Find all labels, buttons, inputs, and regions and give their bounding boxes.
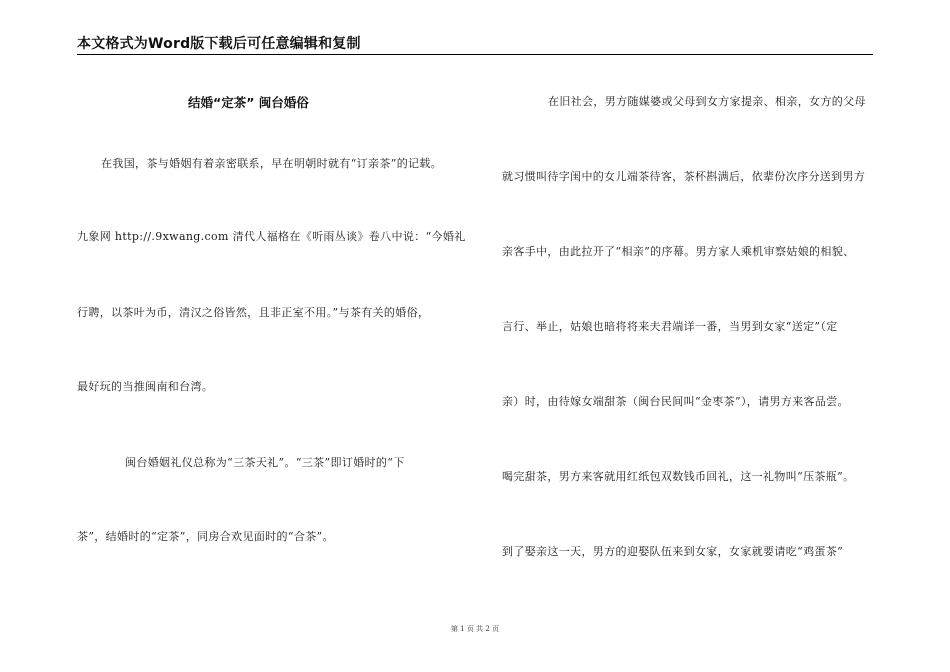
paragraph-line: 亲客手中，由此拉开了“相亲”的序幕。男方家人乘机审察姑娘的相貌、 [502, 245, 855, 258]
paragraph-line: 最好玩的当推闽南和台湾。 [77, 380, 214, 393]
paragraph-line: 亲）时，由待嫁女端甜茶（闽台民间叫“金枣茶”），请男方来客品尝。 [502, 395, 849, 408]
header-divider [77, 54, 873, 55]
page-number: 第 1 页 共 2 页 [450, 625, 500, 633]
paragraph-line: 在我国，茶与婚姻有着亲密联系，早在明朝时就有“订亲茶”的记载。 [101, 157, 443, 170]
paragraph-line: 九象网 http://.9xwang.com 清代人福格在《听雨丛谈》卷八中说：“今婚礼 [77, 230, 466, 243]
paragraph-line: 茶”，结婚时的“定茶”，同房合欢见面时的“合茶”。 [77, 530, 334, 543]
paragraph-line: 到了娶亲这一天，男方的迎娶队伍来到女家，女家就要请吃“鸡蛋茶” [502, 545, 844, 558]
paragraph-line: 言行、举止，姑娘也暗将将来夫君端详一番，当男到女家“送定”（定 [502, 320, 838, 333]
paragraph-line: 闽台婚姻礼仪总称为“三茶天礼”。“三茶”即订婚时的“下 [125, 456, 405, 469]
article-title: 结婚“定茶” 闽台婚俗 [188, 95, 309, 110]
paragraph-line: 行聘，以茶叶为币，清汉之俗皆然，且非正室不用。”与茶有关的婚俗， [77, 306, 430, 319]
document-header-banner: 本文格式为Word版下载后可任意编辑和复制 [77, 36, 361, 52]
paragraph-line: 就习惯叫待字闺中的女儿端茶待客，茶杯斟满后，依辈份次序分送到男方 [502, 170, 866, 183]
paragraph-line: 喝完甜茶，男方来客就用红纸包双数钱币回礼，这一礼物叫“压茶瓶”。 [502, 470, 855, 483]
paragraph-line: 在旧社会，男方随媒婆或父母到女方家提亲、相亲，女方的父母 [548, 95, 866, 108]
